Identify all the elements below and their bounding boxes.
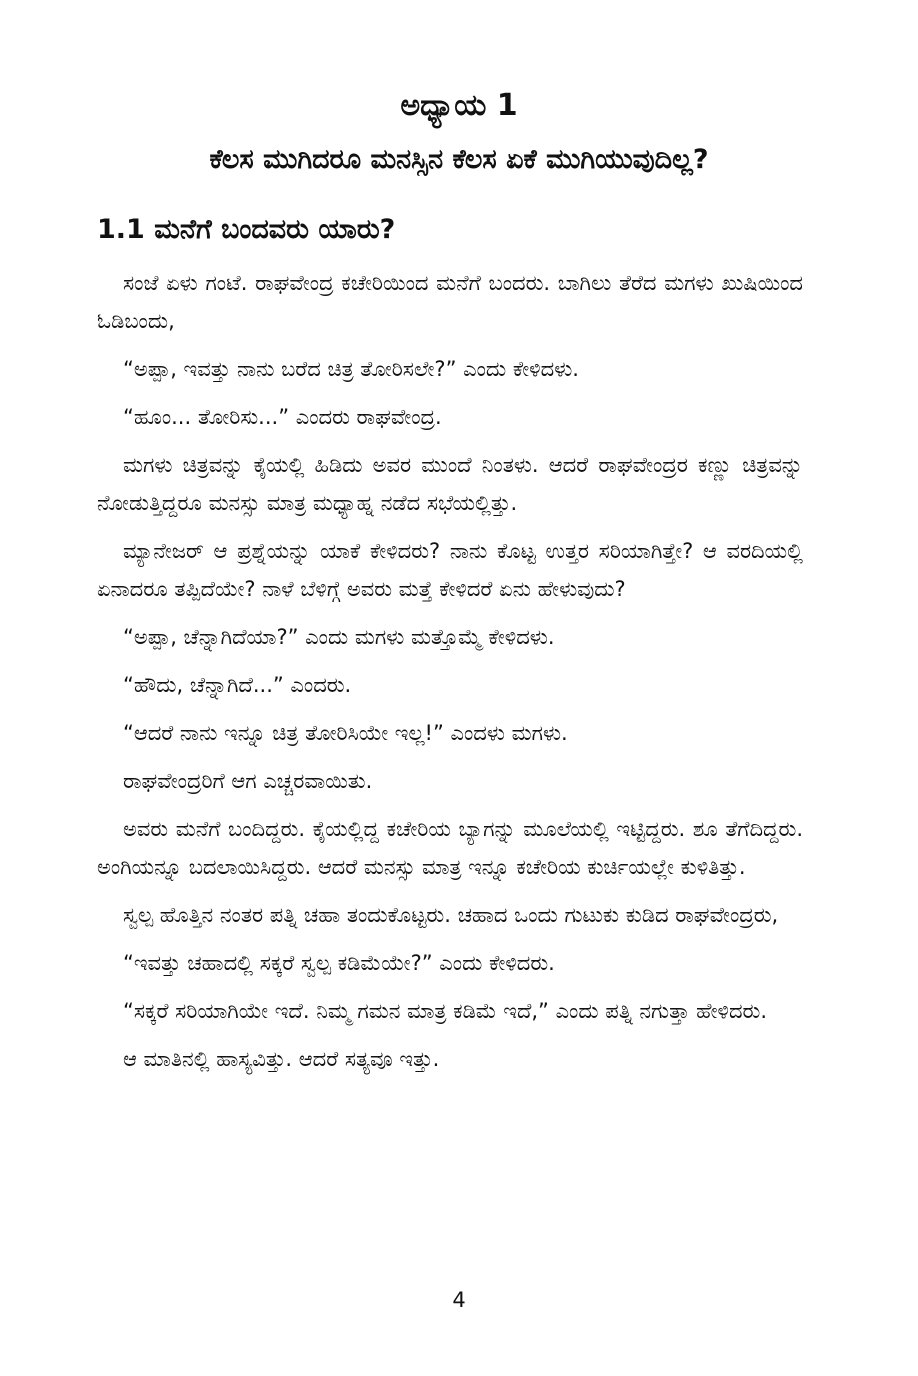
- paragraph: ರಾಘವೇಂದ್ರರಿಗೆ ಆಗ ಎಚ್ಚರವಾಯಿತು.: [123, 769, 373, 793]
- paragraph: “ಸಕ್ಕರೆ ಸರಿಯಾಗಿಯೇ ಇದೆ. ನಿಮ್ಮ ಗಮನ ಮಾತ್ರ ಕಡಿಮೆ ಇದೆ,” ಎಂದು ಪತ್ನಿ ನಗುತ್ತಾ ಹೇಳಿದರು.: [123, 999, 768, 1023]
- paragraph: “ಅಪ್ಪಾ, ಚೆನ್ನಾಗಿದೆಯಾ?” ಎಂದು ಮಗಳು ಮತ್ತೊಮ್ಮೆ ಕೇಳಿದಳು.: [123, 625, 555, 649]
- paragraph: ಮಗಳು ಚಿತ್ರವನ್ನು ಕೈಯಲ್ಲಿ ಹಿಡಿದು ಅವರ ಮುಂದೆ ನಿಂತಳು. ಆದರೆ ರಾಘವೇಂದ್ರರ ಕಣ್ಣು ಚಿತ್ರವನ್ನು ನೋಡುತ್ತಿದ್ದರೂ ಮನಸ್ಸು ಮಾತ್ರ ಮಧ್ಯಾಹ್ನ ನಡೆದ ಸಭೆಯಲ್ಲಿತ್ತು.: [97, 453, 803, 515]
- paragraph: “ಆದರೆ ನಾನು ಇನ್ನೂ ಚಿತ್ರ ತೋರಿಸಿಯೇ ಇಲ್ಲ!” ಎಂದಳು ಮಗಳು.: [123, 721, 568, 745]
- chapter-title: ಅಧ್ಯಾಯ 1: [400, 88, 518, 123]
- chapter-subtitle: ಕೆಲಸ ಮುಗಿದರೂ ಮನಸ್ಸಿನ ಕೆಲಸ ಏಕೆ ಮುಗಿಯುವುದಿಲ್ಲ?: [209, 144, 709, 175]
- paragraph: “ಹೂಂ... ತೋರಿಸು...” ಎಂದರು ರಾಘವೇಂದ್ರ.: [123, 405, 442, 429]
- paragraph: ಮ್ಯಾನೇಜರ್ ಆ ಪ್ರಶ್ನೆಯನ್ನು ಯಾಕೆ ಕೇಳಿದರು? ನಾನು ಕೊಟ್ಟ ಉತ್ತರ ಸರಿಯಾಗಿತ್ತೇ? ಆ ವರದಿಯಲ್ಲಿ ಏನಾದರೂ ತಪ್ಪಿದೆಯೇ? ನಾಳೆ ಬೆಳಿಗ್ಗೆ ಅವರು ಮತ್ತೆ ಕೇಳಿದರೆ ಏನು ಹೇಳುವುದು?: [97, 539, 803, 601]
- paragraph: ಅವರು ಮನೆಗೆ ಬಂದಿದ್ದರು. ಕೈಯಲ್ಲಿದ್ದ ಕಚೇರಿಯ ಬ್ಯಾಗನ್ನು ಮೂಲೆಯಲ್ಲಿ ಇಟ್ಟಿದ್ದರು. ಶೂ ತೆಗೆದಿದ್ದರು. ಅಂಗಿಯನ್ನೂ ಬದಲಾಯಿಸಿದ್ದರು. ಆದರೆ ಮನಸ್ಸು ಮಾತ್ರ ಇನ್ನೂ ಕಚೇರಿಯ ಕುರ್ಚಿಯಲ್ಲೇ ಕುಳಿತಿತ್ತು.: [97, 817, 803, 879]
- paragraph: ಸ್ವಲ್ಪ ಹೊತ್ತಿನ ನಂತರ ಪತ್ನಿ ಚಹಾ ತಂದುಕೊಟ್ಟರು. ಚಹಾದ ಒಂದು ಗುಟುಕು ಕುಡಿದ ರಾಘವೇಂದ್ರರು,: [123, 903, 779, 927]
- paragraph: ಸಂಜೆ ಏಳು ಗಂಟೆ. ರಾಘವೇಂದ್ರ ಕಚೇರಿಯಿಂದ ಮನೆಗೆ ಬಂದರು. ಬಾಗಿಲು ತೆರೆದ ಮಗಳು ಖುಷಿಯಿಂದ ಓಡಿಬಂದು,: [97, 271, 803, 333]
- paragraph: ಆ ಮಾತಿನಲ್ಲಿ ಹಾಸ್ಯವಿತ್ತು. ಆದರೆ ಸತ್ಯವೂ ಇತ್ತು.: [123, 1047, 440, 1071]
- paragraph: “ಅಪ್ಪಾ, ಇವತ್ತು ನಾನು ಬರೆದ ಚಿತ್ರ ತೋರಿಸಲೇ?” ಎಂದು ಕೇಳಿದಳು.: [123, 357, 579, 381]
- paragraph: “ಹೌದು, ಚೆನ್ನಾಗಿದೆ...” ಎಂದರು.: [123, 673, 352, 697]
- body-text: [97, 264, 803, 1088]
- page-number: 4: [452, 1288, 466, 1312]
- section-heading: 1.1 ಮನೆಗೆ ಬಂದವರು ಯಾರು?: [97, 214, 396, 245]
- paragraph: “ಇವತ್ತು ಚಹಾದಲ್ಲಿ ಸಕ್ಕರೆ ಸ್ವಲ್ಪ ಕಡಿಮೆಯೇ?” ಎಂದು ಕೇಳಿದರು.: [123, 951, 555, 975]
